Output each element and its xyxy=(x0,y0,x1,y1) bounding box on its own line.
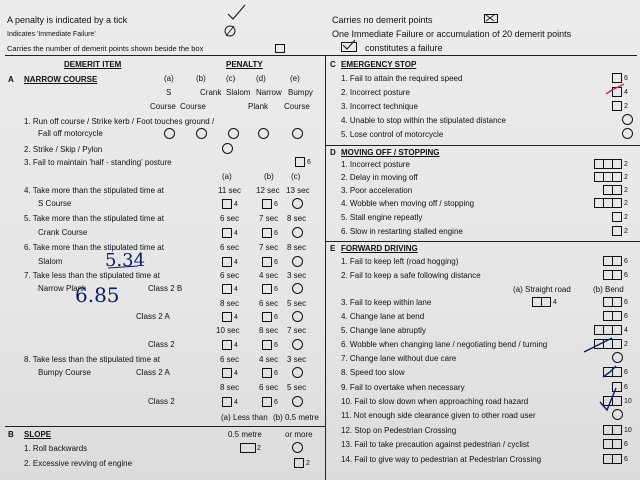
legend-demerit-points: Carries the number of demerit points shown beside the box xyxy=(7,44,204,53)
e9-pts: 6 xyxy=(624,384,628,391)
a6-t3: 8 sec xyxy=(287,243,307,252)
legend-immediate-failure: Indicates 'Immediate Failure' xyxy=(7,31,96,38)
e10-pts: 10 xyxy=(624,398,632,405)
colname-bumpy: Bumpy xyxy=(288,88,313,97)
c1-pts: 6 xyxy=(624,75,628,82)
d-item-6: 6. Slow in restarting stalled engine xyxy=(341,227,463,236)
e2-pts: 6 xyxy=(624,272,628,279)
b-item-1: 1. Roll backwards xyxy=(24,444,88,453)
a7-t2: 4 sec xyxy=(259,271,279,280)
colname2-bumpy: Course xyxy=(284,102,310,111)
a-item-7b: Narrow Plank xyxy=(38,284,87,293)
a4-pts-b: 6 xyxy=(274,201,278,208)
legend-penalty-tick: A penalty is indicated by a tick xyxy=(7,15,128,25)
e13-pts: 6 xyxy=(624,441,628,448)
section-b-letter: B xyxy=(8,430,14,439)
a7-pts-a1: 4 xyxy=(234,286,238,293)
c2-pts: 4 xyxy=(624,89,628,96)
a6-pts-a: 4 xyxy=(234,259,238,266)
e-item-12: 12. Stop on Pedestrian Crossing xyxy=(341,426,457,435)
section-e-letter: E xyxy=(330,244,336,253)
d6-pts: 2 xyxy=(624,228,628,235)
a5-t2: 7 sec xyxy=(259,214,279,223)
e-item-6: 6. Wobble when changing lane / negotiating bend / turning xyxy=(341,340,548,349)
col-a: (a) xyxy=(164,74,174,83)
e-item-5: 5. Change lane abruptly xyxy=(341,326,426,335)
bend-label: (b) Bend xyxy=(593,285,624,294)
a7-pts-b3: 6 xyxy=(274,342,278,349)
a8-class-2: Class 2 xyxy=(148,397,175,406)
a7-pts-b1: 6 xyxy=(274,286,278,293)
section-d-title: MOVING OFF / STOPPING xyxy=(341,148,440,157)
c-item-3: 3. Incorrect technique xyxy=(341,102,418,111)
colname-narrow: Narrow xyxy=(256,88,282,97)
e14-pts: 6 xyxy=(624,456,628,463)
a3-pts: 6 xyxy=(307,159,311,166)
section-a-title: NARROW COURSE xyxy=(24,75,98,84)
section-c-title: EMERGENCY STOP xyxy=(341,60,417,69)
less-than-label: (a) Less than xyxy=(221,413,268,422)
a-item-4: 4. Take more than the stipulated time at xyxy=(24,186,164,195)
a8b-t1: 8 sec xyxy=(220,383,240,392)
a7-pts-a2: 4 xyxy=(234,314,238,321)
e8-pts: 6 xyxy=(624,369,628,376)
a4-t3: 13 sec xyxy=(286,186,310,195)
a5-pts-b: 6 xyxy=(274,230,278,237)
a8-pts-b2: 6 xyxy=(274,399,278,406)
abc-c: (c) xyxy=(291,172,301,181)
a7-class-2: Class 2 xyxy=(148,340,175,349)
c-item-2: 2. Incorrect posture xyxy=(341,88,410,97)
col-d: (d) xyxy=(256,74,266,83)
d-item-3: 3. Poor acceleration xyxy=(341,186,413,195)
e-item-14: 14. Fail to give way to pedestrian at Pedestrian Crossing xyxy=(341,455,542,464)
section-a-letter: A xyxy=(8,75,14,84)
a8-class-2a: Class 2 A xyxy=(136,368,170,377)
a4-t1: 11 sec xyxy=(218,186,241,195)
e6-pts: 2 xyxy=(624,341,628,348)
d3-pts: 2 xyxy=(624,187,628,194)
a8-pts-a2: 4 xyxy=(234,399,238,406)
abc-b: (b) xyxy=(264,172,274,181)
d1-pts: 2 xyxy=(624,161,628,168)
a7b-t2: 6 sec xyxy=(259,299,279,308)
c3-pts: 2 xyxy=(624,103,628,110)
legend-no-demerit: Carries no demerit points xyxy=(332,15,433,25)
c-item-5: 5. Lose control of motorcycle xyxy=(341,130,444,139)
b-item-2: 2. Excessive revving of engine xyxy=(24,459,133,468)
a7-t1: 6 sec xyxy=(220,271,240,280)
failure-box-tick-icon xyxy=(343,40,355,49)
e-item-1: 1. Fail to keep left (road hogging) xyxy=(341,257,459,266)
e6-tick-icon xyxy=(584,338,612,352)
a-item-5: 5. Take more than the stipulated time at xyxy=(24,214,164,223)
legend-one-immediate: One Immediate Failure or accumulation of 20 demerit points xyxy=(332,29,572,39)
section-e-title: FORWARD DRIVING xyxy=(341,244,418,253)
a5-pts-a: 4 xyxy=(234,230,238,237)
no-demerit-box-cross-icon xyxy=(486,15,494,21)
a-item-4b: S Course xyxy=(38,199,72,208)
a-item-2: 2. Strike / Skip / Pylon xyxy=(24,145,103,154)
e-item-13: 13. Fail to take precaution against pedestrian / cyclist xyxy=(341,440,530,449)
section-b-title: SLOPE xyxy=(24,430,52,439)
e3-bend-pts: 6 xyxy=(624,299,628,306)
e10-tick-icon xyxy=(600,388,616,410)
a7b-t3: 5 sec xyxy=(287,299,307,308)
d-item-1: 1. Incorrect posture xyxy=(341,160,410,169)
a-item-8b: Bumpy Course xyxy=(38,368,91,377)
colname2-plank: Plank xyxy=(248,102,269,111)
e-item-11: 11. Not enough side clearance given to other road user xyxy=(341,411,536,420)
handwritten-time-slalom: 5.34 xyxy=(105,250,146,271)
handwritten-time-plank: 6.85 xyxy=(75,283,120,307)
e3-pts: 4 xyxy=(553,299,557,306)
a7-class-2b: Class 2 B xyxy=(148,284,183,293)
e-item-9: 9. Fail to overtake when necessary xyxy=(341,383,465,392)
e-item-7: 7. Change lane without due care xyxy=(341,354,457,363)
a6-pts-b: 6 xyxy=(274,259,278,266)
a7-t3: 3 sec xyxy=(287,271,307,280)
a8-t1: 6 sec xyxy=(220,355,240,364)
d-item-5: 5. Stall engine repeatly xyxy=(341,213,423,222)
a7-class-2a: Class 2 A xyxy=(136,312,170,321)
c-item-1: 1. Fail to attain the required speed xyxy=(341,74,463,83)
a8-t3: 3 sec xyxy=(287,355,307,364)
e4-pts: 6 xyxy=(624,313,628,320)
b1-pts: 2 xyxy=(257,445,261,452)
a7c-t2: 8 sec xyxy=(259,326,279,335)
c2-tick-icon xyxy=(606,84,624,94)
colname2-crank: Course xyxy=(180,102,206,111)
colname-s: S xyxy=(166,88,172,97)
straight-road-label: (a) Straight road xyxy=(513,285,571,294)
a8-t2: 4 sec xyxy=(259,355,279,364)
a4-pts-a: 4 xyxy=(234,201,238,208)
a7-pts-a3: 4 xyxy=(234,342,238,349)
a-item-7: 7. Take less than the stipulated time at xyxy=(24,271,160,280)
a5-t1: 6 sec xyxy=(220,214,240,223)
half-metre-label: 0.5 metre xyxy=(228,430,262,439)
section-d-letter: D xyxy=(330,148,336,157)
col-e: (e) xyxy=(290,74,300,83)
a-item-6: 6. Take more than the stipulated time at xyxy=(24,243,164,252)
colname-crank: Crank xyxy=(200,88,222,97)
legend-tick-icon xyxy=(228,5,245,19)
a6-t1: 6 sec xyxy=(220,243,240,252)
col-demerit-item: DEMERIT ITEM xyxy=(64,60,122,69)
e1-pts: 6 xyxy=(624,258,628,265)
legend-cross-circle-icon xyxy=(225,26,235,36)
a-item-6b: Slalom xyxy=(38,257,63,266)
a-item-1b: Fall off motorcycle xyxy=(38,129,103,138)
a8-pts-b1: 6 xyxy=(274,370,278,377)
col-penalty: PENALTY xyxy=(226,60,263,69)
d-item-4: 4. Wobble when moving off / stopping xyxy=(341,199,475,208)
a7b-t1: 8 sec xyxy=(220,299,240,308)
a-item-1: 1. Run off course / Strike kerb / Foot touches ground / xyxy=(24,117,215,126)
or-more-label: or more xyxy=(285,430,313,439)
slalom-underline xyxy=(108,266,138,268)
section-c-letter: C xyxy=(330,60,336,69)
a-item-3: 3. Fail to maintain 'half - standing' posture xyxy=(24,158,172,167)
col-b: (b) xyxy=(196,74,206,83)
a7c-t3: 7 sec xyxy=(287,326,307,335)
b2-pts: 2 xyxy=(306,460,310,467)
e-item-8: 8. Speed too slow xyxy=(341,368,405,377)
e12-pts: 10 xyxy=(624,427,632,434)
e-item-2: 2. Fail to keep a safe following distance xyxy=(341,271,481,280)
d2-pts: 2 xyxy=(624,174,628,181)
a8-pts-a1: 4 xyxy=(234,370,238,377)
e-item-10: 10. Fail to slow down when approaching road hazard xyxy=(341,397,529,406)
e5-pts: 4 xyxy=(624,327,628,334)
e3-bend-tick-icon xyxy=(603,366,616,377)
a-item-8: 8. Take less than the stipulated time at xyxy=(24,355,160,364)
a7-pts-b2: 6 xyxy=(274,314,278,321)
a8b-t2: 6 sec xyxy=(259,383,279,392)
abc-a: (a) xyxy=(222,172,232,181)
col-c: (c) xyxy=(226,74,236,83)
less-than-b-label: (b) 0.5 metre xyxy=(273,413,319,422)
colname2-s: Course xyxy=(150,102,176,111)
colname-slalom: Slalom xyxy=(226,88,251,97)
d5-pts: 2 xyxy=(624,214,628,221)
legend-constitutes: constitutes a failure xyxy=(365,43,443,53)
a7c-t1: 10 sec xyxy=(216,326,240,335)
e-item-3: 3. Fail to keep within lane xyxy=(341,298,432,307)
a6-t2: 7 sec xyxy=(259,243,279,252)
c-item-4: 4. Unable to stop within the stipulated distance xyxy=(341,116,506,125)
a8b-t3: 5 sec xyxy=(287,383,307,392)
d4-pts: 2 xyxy=(624,200,628,207)
a5-t3: 8 sec xyxy=(287,214,307,223)
a-item-5b: Crank Course xyxy=(38,228,88,237)
e-item-4: 4. Change lane at bend xyxy=(341,312,425,321)
a4-t2: 12 sec xyxy=(256,186,280,195)
d-item-2: 2. Delay in moving off xyxy=(341,173,418,182)
